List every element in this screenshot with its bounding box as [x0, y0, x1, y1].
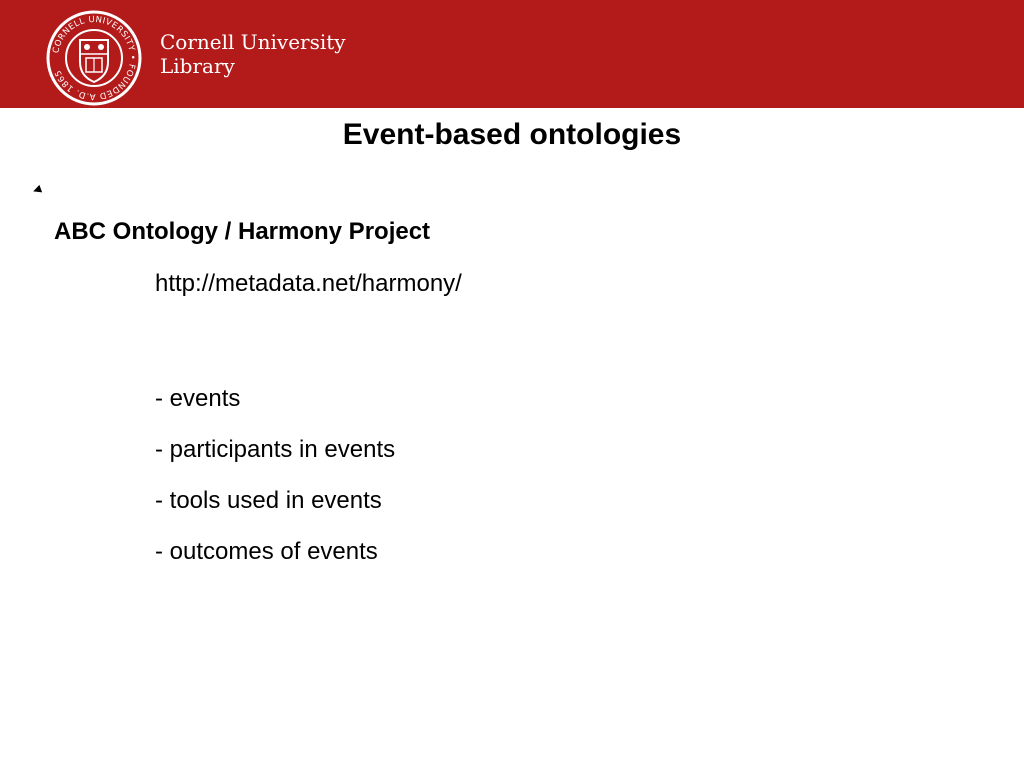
project-heading: ABC Ontology / Harmony Project [54, 218, 431, 245]
slide-title: Event-based ontologies [342, 118, 682, 151]
list-item: - events [155, 385, 241, 412]
concept-list [155, 373, 395, 577]
header-bar [0, 0, 1024, 108]
svg-text:CORNELL UNIVERSITY • FOUNDED A: CORNELL UNIVERSITY • FOUNDED A.D. 1865 [51, 14, 138, 102]
bullet-arrow-icon [32, 185, 42, 195]
cornell-seal-logo [46, 10, 142, 106]
wordmark-line-1: Cornell University [160, 30, 346, 54]
list-item: - tools used in events [155, 487, 382, 514]
list-item: - participants in events [155, 436, 396, 463]
wordmark-line-2: Library [160, 54, 235, 78]
library-wordmark [160, 30, 346, 78]
project-url: http://metadata.net/harmony/ [155, 270, 462, 297]
list-item: - outcomes of events [155, 538, 378, 565]
